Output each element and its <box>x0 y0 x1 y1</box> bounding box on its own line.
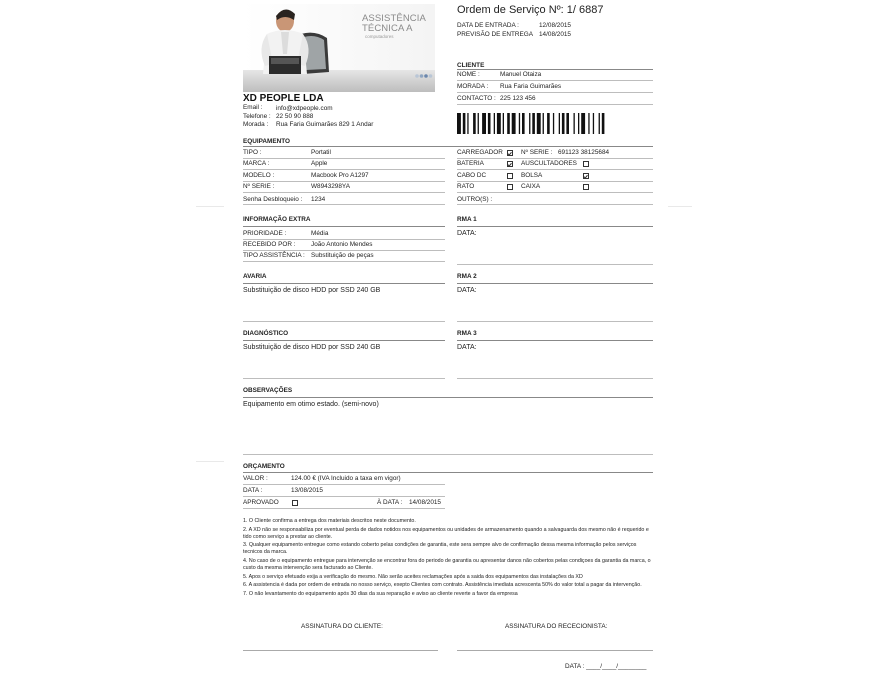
client-name: Manuel Otaiza <box>500 71 542 78</box>
equipment-row-value: Portatil <box>311 149 331 156</box>
signature-date: DATA : ____/____/________ <box>565 663 647 670</box>
extra-row-value: João Antonio Mendes <box>311 241 373 248</box>
equipment-row-value: W8943298YA <box>311 183 350 190</box>
client-name-label: NOME : <box>457 71 480 78</box>
bag-checkbox[interactable] <box>583 173 589 179</box>
company-phone-label: Telefone : <box>243 113 271 120</box>
company-address: Rua Faria Guimarães 829 1 Andar <box>276 121 374 128</box>
approved-date: 14/08/2015 <box>409 499 441 506</box>
equipment-row-label: Senha Desbloqueio : <box>243 196 303 203</box>
notes-heading: OBSERVAÇÕES <box>243 387 293 394</box>
entry-date: 12/08/2015 <box>539 22 571 29</box>
approved-checkbox[interactable] <box>292 500 298 506</box>
extra-row-value: Substituição de peças <box>311 252 374 259</box>
company-address-label: Morada : <box>243 121 269 128</box>
rma1-heading: RMA 1 <box>457 216 477 223</box>
rma2-heading: RMA 2 <box>457 273 477 280</box>
entry-date-label: DATA DE ENTRADA : <box>457 22 519 29</box>
terms-item: 2. A XD não se responsabiliza por eventual perda de dados notidos nos equipamentos ou unidades de armazenamento quando a salvaguarda dos mesmo não é requerido e tido como serviço a prestar ao cliente. <box>243 526 649 540</box>
rma3-heading: RMA 3 <box>457 330 477 337</box>
company-email-label: Email : <box>243 104 263 111</box>
forecast-date: 14/08/2015 <box>539 31 571 38</box>
headphones-checkbox[interactable] <box>583 161 589 167</box>
company-name: XD PEOPLE LDA <box>243 93 324 104</box>
client-contact: 225 123 456 <box>500 95 536 102</box>
rma3-date-label: DATA: <box>457 344 477 351</box>
headphones-label: AUSCULTADORES <box>521 160 577 167</box>
terms-item: 1. O Cliente confirma a entrega dos materiais descritos neste documento. <box>243 518 416 524</box>
equipment-row-value: 1234 <box>311 196 326 203</box>
extra-row-label: TIPO ASSISTÊNCIA : <box>243 252 305 259</box>
forecast-date-label: PREVISÃO DE ENTREGA <box>457 31 533 38</box>
client-heading: CLIENTE <box>457 62 485 69</box>
receiver-signature-line[interactable] <box>457 650 653 651</box>
terms-item: 7. O não levantamento do equipamento após 30 dias da sua reparação e aviso ao cliente reverte a favor da empresa <box>243 590 518 597</box>
budget-date-label: DATA : <box>243 487 263 494</box>
budget-value: 124.00 € (IVA Incluido a taxa em vigor) <box>291 475 401 482</box>
logo-line2: TÉCNICA A <box>362 23 413 34</box>
charger-label: CARREGADOR <box>457 149 503 156</box>
extra-row-value: Média <box>311 230 329 237</box>
equipment-row-label: TIPO : <box>243 149 262 156</box>
client-address: Rua Faria Guimarães <box>500 83 562 90</box>
client-signature-line[interactable] <box>243 650 438 651</box>
device-serial-label: Nº SERIE : <box>521 149 553 156</box>
header-banner <box>243 4 435 92</box>
terms-item: 6. A assistencia é dada por ordem de entrada no nosso serviço, exepto Clientes com contrato. Assistência imediata acrescenta 50% do valor total a pagar da intervenção. <box>243 582 642 589</box>
terms-item: 5. Apos o serviço efetuado exija a verificação do mesmo. Não serão aceites reclamações após a saida dos equipamentos das instalações da XD <box>243 573 583 580</box>
approved-label: APROVADO <box>243 499 279 506</box>
barcode <box>457 113 654 134</box>
battery-label: BATERIA <box>457 160 484 167</box>
logo-line3: computadores <box>365 34 394 39</box>
order-title: Ordem de Serviço Nº: 1/ 6887 <box>457 4 604 16</box>
extra-heading: INFORMAÇÃO EXTRA <box>243 216 311 223</box>
diagnosis-text: Substituição de disco HDD por SSD 240 GB <box>243 344 381 351</box>
client-signature-label: ASSINATURA DO CLIENTE: <box>301 623 383 630</box>
equipment-heading: EQUIPAMENTO <box>243 138 290 145</box>
other-label: OUTRO(S) : <box>457 196 493 203</box>
dc-cable-label: CABO DC <box>457 172 487 179</box>
device-serial: 691123 38125684 <box>558 149 610 156</box>
extra-row-label: PRIORIDADE : <box>243 230 287 237</box>
terms-item: 3. Qualquer equipamento entregue como estando coberto pelas condições de garantia, este sera sempre alvo de confirmação dessa mesma informação pelos serviços tecnicos da marca. <box>243 542 637 556</box>
terms-item: 4. No caso de o equipamento entregue para intervenção se encontrar fora do periodo de garantia ou apresentar danos não cobertos pelas condiçoes da garantia da marca, o custo da mesma intervenção sera facturado ao Cliente. <box>243 557 651 572</box>
budget-date: 13/08/2015 <box>291 487 323 494</box>
dc-cable-checkbox[interactable] <box>507 173 513 179</box>
fault-text: Substituição de disco HDD por SSD 240 GB <box>243 287 381 294</box>
extra-row-label: RECEBIDO POR : <box>243 241 296 248</box>
rma2-date-label: DATA: <box>457 287 477 294</box>
client-address-label: MORADA : <box>457 83 489 90</box>
company-email: info@xdpeople.com <box>276 105 333 112</box>
company-phone: 22 50 90 888 <box>276 113 314 120</box>
equipment-row-label: MODELO : <box>243 172 275 179</box>
approved-date-label: À DATA : <box>377 499 403 506</box>
box-label: CAIXA <box>521 183 541 190</box>
rma1-date-label: DATA: <box>457 230 477 237</box>
fault-heading: AVARIA <box>243 273 267 280</box>
charger-checkbox[interactable] <box>507 150 513 156</box>
mouse-label: RATO <box>457 183 475 190</box>
bag-label: BOLSA <box>521 172 543 179</box>
equipment-row-label: MARCA : <box>243 160 270 167</box>
budget-heading: ORÇAMENTO <box>243 463 285 470</box>
equipment-row-value: Apple <box>311 160 328 167</box>
logo-line1: ASSISTÊNCIA <box>362 13 426 24</box>
mouse-checkbox[interactable] <box>507 184 513 190</box>
diagnosis-heading: DIAGNÓSTICO <box>243 330 289 337</box>
equipment-row-label: Nº SERIE : <box>243 183 275 190</box>
budget-value-label: VALOR : <box>243 475 268 482</box>
battery-checkbox[interactable] <box>507 161 513 167</box>
equipment-row-value: Macbook Pro A1297 <box>311 172 369 179</box>
receiver-signature-label: ASSINATURA DO RECECIONISTA: <box>505 623 608 630</box>
terms-list <box>243 518 653 599</box>
notes-text: Equipamento em otimo estado. (semi-novo) <box>243 401 379 408</box>
client-contact-label: CONTACTO : <box>457 95 496 102</box>
box-checkbox[interactable] <box>583 184 589 190</box>
